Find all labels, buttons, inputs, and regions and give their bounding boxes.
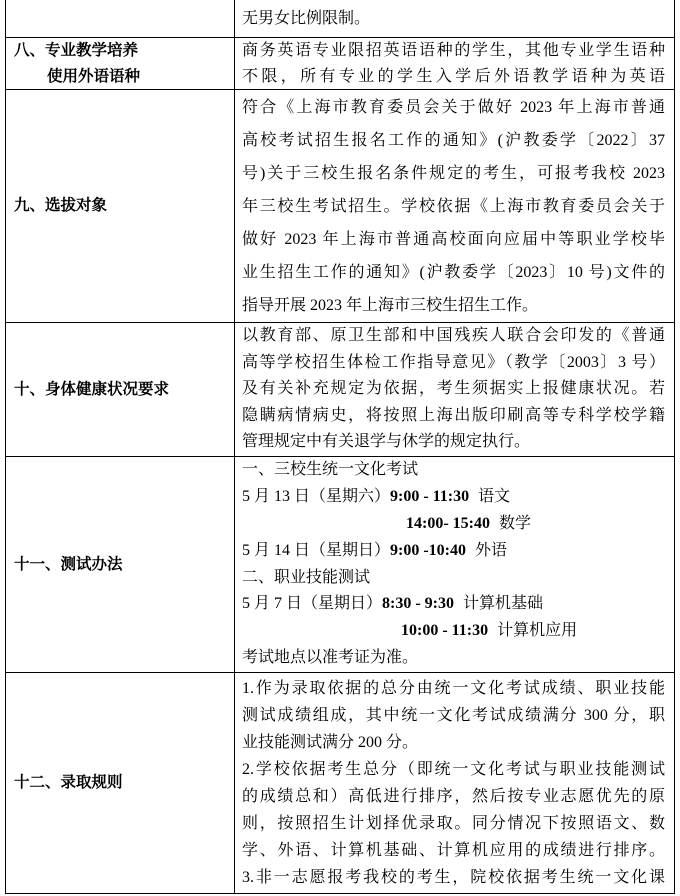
- content-line: 学、外语、计算机基础、计算机应用的成绩进行排序。: [242, 842, 665, 859]
- content-line: 3.非一志愿报考我校的考生，院校依据考生统一文化课: [242, 869, 665, 886]
- label-cell: [6, 38, 235, 89]
- schedule-line: [242, 511, 665, 538]
- section-label: 九、选拔对象: [14, 197, 108, 214]
- content-cell: [235, 0, 674, 37]
- content-line: 不限，所有专业的学生入学后外语教学语种为英语: [242, 67, 665, 85]
- content-line: 则，按照招生计划择优录取。同分情况下按照语文、数: [242, 815, 665, 832]
- label-cell: [6, 323, 235, 456]
- content-cell: [235, 673, 674, 893]
- section-label: 八、专业教学培养: [14, 42, 139, 59]
- content-line: 高校考试招生报名工作的通知》(沪教委学〔2022〕37: [242, 131, 665, 149]
- content-line: 测试成绩组成，其中统一文化考试成绩满分 300 分，职: [242, 707, 665, 724]
- schedule-line: [242, 591, 665, 618]
- section-label-continued: 使用外语语种: [47, 67, 141, 85]
- schedule-heading: 二、职业技能测试: [242, 568, 371, 586]
- schedule-time: 14:00- 15:40: [406, 514, 490, 532]
- label-cell-empty: [6, 0, 235, 37]
- table-row-testing-method: [6, 457, 674, 673]
- table-row-eligibility: [6, 90, 674, 323]
- schedule-line: [242, 484, 665, 511]
- content-line: 1.作为录取依据的总分由统一文化考试成绩、职业技能: [242, 680, 665, 697]
- schedule-heading: 一、三校生统一文化考试: [242, 461, 419, 479]
- schedule-time: 10:00 - 11:30: [401, 622, 489, 640]
- schedule-subject: 数学: [498, 514, 531, 532]
- content-cell: [235, 323, 674, 456]
- table-row-health: [6, 323, 674, 457]
- schedule-date: 5 月 7 日（星期日）: [242, 595, 383, 613]
- content-line: 以教育部、原卫生部和中国残疾人联合会印发的《普通: [242, 327, 665, 345]
- content-line: 业生招生工作的通知》(沪教委学〔2023〕10 号)文件的: [242, 263, 665, 281]
- content-line: 隐瞒病情病史，将按照上海出版印刷高等专科学校学籍: [242, 406, 665, 424]
- section-label: 十、身体健康状况要求: [14, 380, 170, 398]
- schedule-note: 考试地点以准考证为准。: [242, 648, 419, 666]
- label-cell: [6, 457, 235, 672]
- content-line: 年三校生考试招生。学校依据《上海市教育委员会关于: [242, 197, 665, 215]
- schedule-line: [242, 618, 665, 645]
- content-line: 2.学校依据考生总分（即统一文化考试与职业技能测试: [242, 761, 665, 778]
- schedule-date: 5 月 14 日（星期日）: [242, 541, 391, 559]
- content-cell: [235, 38, 674, 89]
- content-line: 及有关补充规定为依据，考生须据实上报健康状况。若: [242, 380, 665, 398]
- content-line: 业技能测试满分 200 分。: [242, 734, 419, 751]
- schedule-subject: 外语: [475, 541, 508, 559]
- content-cell: [235, 457, 674, 672]
- admission-rules-table: [5, 0, 675, 894]
- content-line: 管理规定中有关退学与休学的规定执行。: [242, 433, 531, 451]
- schedule-subject: 计算机基础: [463, 595, 544, 613]
- section-label: 十二、录取规则: [14, 774, 123, 791]
- label-cell: [6, 90, 235, 322]
- label-cell: [6, 673, 235, 893]
- content-line: 做好 2023 年上海市普通高校面向应届中等职业学校毕: [242, 230, 665, 248]
- table-row-admission-rules: [6, 673, 674, 894]
- content-line: 号)关于三校生报名条件规定的考生，可报考我校 2023: [242, 164, 665, 182]
- content-line: 指导开展 2023 年上海市三校生招生工作。: [242, 296, 539, 314]
- table-row-foreign-language: [6, 38, 674, 90]
- content-line: 无男女比例限制。: [242, 10, 371, 27]
- schedule-time: 9:00 -10:40: [390, 541, 466, 559]
- content-line: 符合《上海市教育委员会关于做好 2023 年上海市普通: [242, 98, 665, 116]
- schedule-line: [242, 538, 665, 565]
- content-line: 高等学校招生体检工作指导意见》（教学〔2003〕3 号）: [242, 353, 665, 371]
- content-cell: [235, 90, 674, 322]
- section-label: 十一、测试办法: [14, 555, 123, 573]
- table-row-continued: [6, 0, 674, 38]
- schedule-date: 5 月 13 日（星期六）: [242, 488, 391, 506]
- schedule-time: 8:30 - 9:30: [382, 595, 454, 613]
- content-line: 的成绩总和）高低进行排序，然后按专业志愿优先的原: [242, 788, 665, 805]
- schedule-subject: 计算机应用: [497, 622, 578, 640]
- content-line: 商务英语专业限招英语语种的学生，其他专业学生语种: [242, 42, 665, 59]
- schedule-subject: 语文: [478, 488, 511, 506]
- schedule-time: 9:00 - 11:30: [390, 488, 470, 506]
